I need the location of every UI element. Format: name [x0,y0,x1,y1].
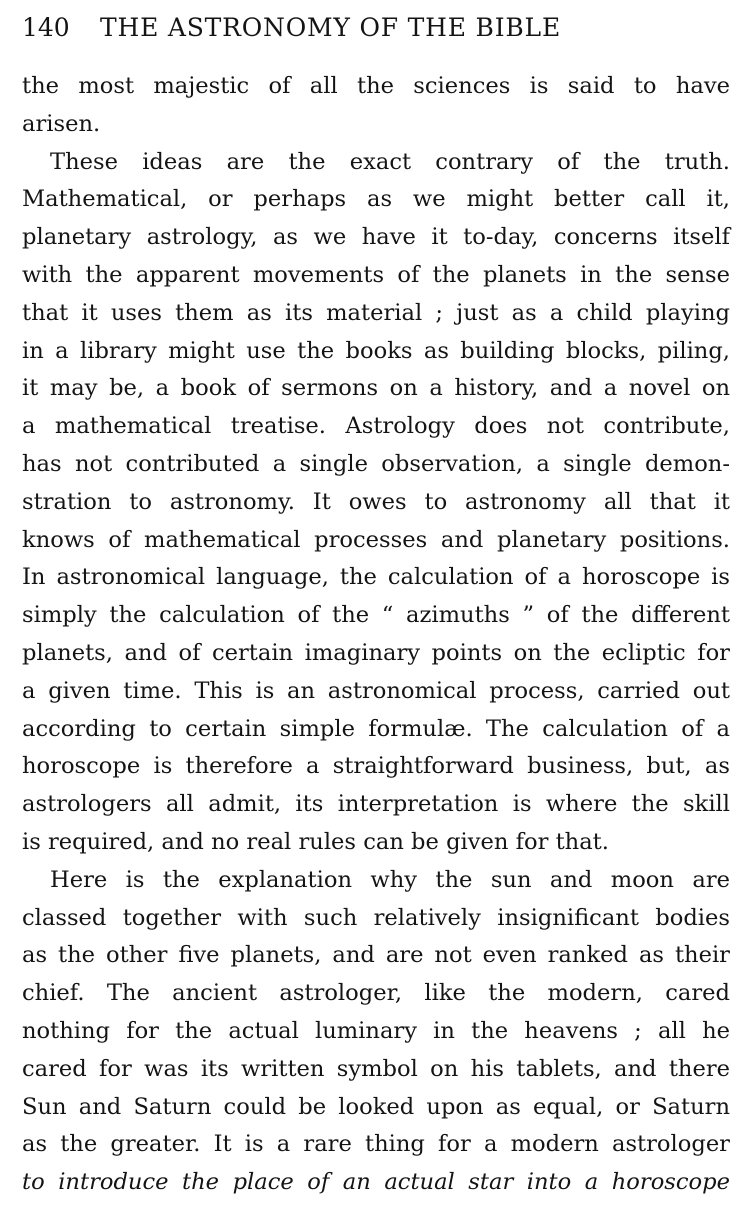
text-line: is required, and no real rules can be given for that. [22,828,609,855]
text-line: a mathematical treatise. Astrology does not contribute, [22,413,730,440]
text-line: simply the calculation of the “ azimuths ” of the different [22,602,730,629]
page-number: 140 [22,13,70,42]
text-line: In astronomical language, the calculation of a horoscope is [22,564,730,591]
text-line: knows of mathematical processes and planetary positions. [22,526,730,553]
text-line: cared for was its written symbol on his tablets, and there [22,1055,730,1082]
text-line: classed together with such relatively insignificant bodies [22,904,730,931]
text-line: planetary astrology, as we have it to-day, concerns itself [22,224,730,251]
text-line: a given time. This is an astronomical process, carried out [22,677,730,704]
text-line: Mathematical, or perhaps as we might better call it, [22,186,730,213]
running-title: THE ASTRONOMY OF THE BIBLE [100,13,561,42]
text-line: to introduce the place of an actual star into a horoscope [22,1169,730,1196]
text-line: with the apparent movements of the planets in the sense [22,261,730,288]
running-header [22,10,732,46]
text-line: has not contributed a single observation, a single demon- [22,450,730,477]
text-line: astrologers all admit, its interpretation is where the skill [22,791,730,818]
text-line: it may be, a book of sermons on a history, and a novel on [22,375,730,402]
text-line: the most majestic of all the sciences is said to have [22,73,730,99]
body-text [22,68,730,1202]
text-line: in a library might use the books as building blocks, piling, [22,337,730,364]
text-line: as the greater. It is a rare thing for a modern astrologer [22,1131,730,1158]
text-line: arisen. [22,110,101,137]
text-line: nothing for the actual luminary in the heavens ; all he [22,1017,730,1044]
text-line: chief. The ancient astrologer, like the modern, cared [22,980,730,1007]
text-line: Sun and Saturn could be looked upon as equal, or Saturn [22,1093,730,1120]
text-line: These ideas are the exact contrary of the truth. [50,148,730,175]
text-line: as the other five planets, and are not even ranked as their [22,942,730,969]
text-line: according to certain simple formulæ. The calculation of a [22,715,730,742]
text-line: horoscope is therefore a straightforward business, but, as [22,753,730,780]
text-line: planets, and of certain imaginary points on the ecliptic for [22,639,730,666]
text-line: stration to astronomy. It owes to astronomy all that it [22,488,730,515]
text-line: that it uses them as its material ; just as a child playing [22,299,730,326]
text-line: Here is the explanation why the sun and moon are [50,866,730,893]
